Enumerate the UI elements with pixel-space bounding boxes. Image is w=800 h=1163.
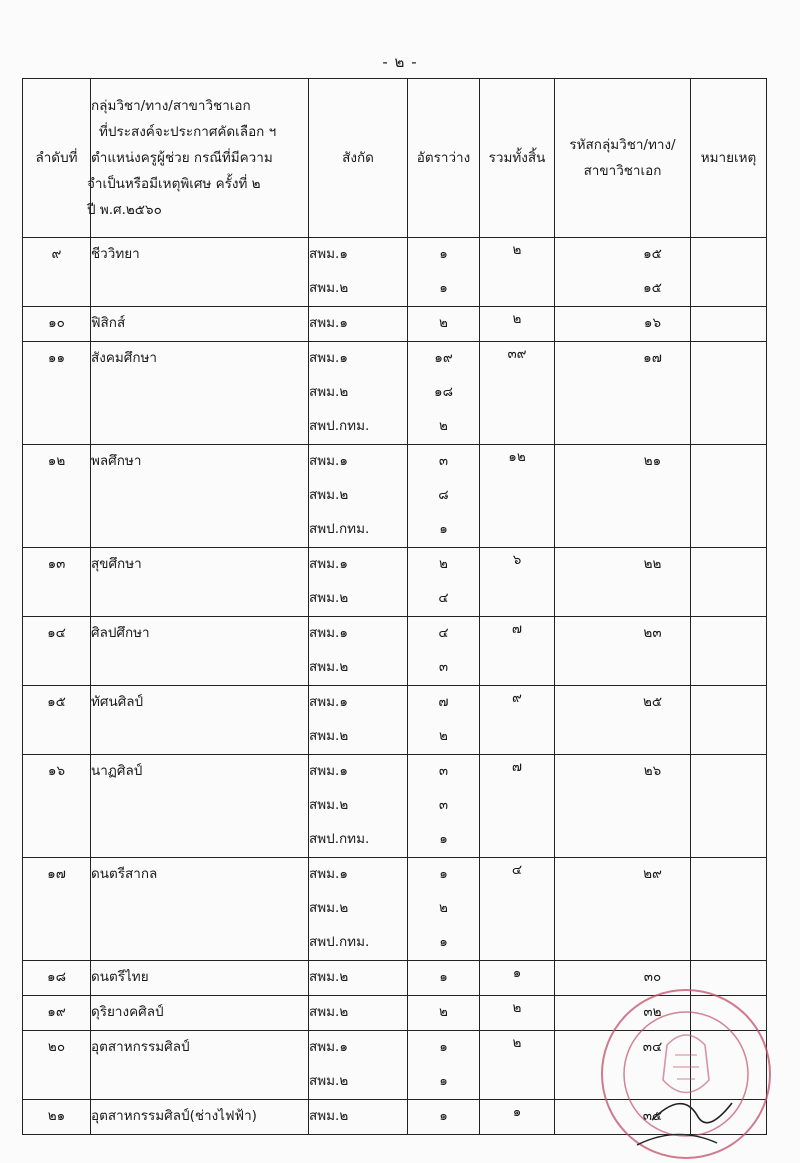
agency-name: สพม.๑ (309, 1039, 348, 1055)
agency-name: สพม.๒ (309, 1004, 349, 1020)
subject-cell (91, 755, 309, 858)
subject-code: ๓๔ (642, 1039, 663, 1055)
total-cell (480, 858, 555, 961)
subject-code: ๓๐ (643, 969, 662, 985)
subject-name: ฟิสิกส์ (91, 315, 126, 331)
vacancy-cell (408, 445, 480, 548)
vacancy-count: ๒ (439, 900, 448, 916)
vacancy-count: ๑๙ (434, 350, 453, 366)
row-number-cell (23, 548, 91, 617)
remark-cell (691, 961, 767, 996)
table-row (23, 617, 767, 686)
subject-cell (91, 1100, 309, 1135)
row-number: ๑๕ (47, 694, 66, 710)
agency-name: สพป.กทม. (309, 418, 370, 434)
vacancy-count: ๔ (438, 590, 449, 606)
subject-name: นาฏศิลป์ (91, 763, 143, 779)
agency-name: สพม.๒ (309, 590, 349, 606)
agency-cell (309, 342, 408, 445)
table-row (23, 445, 767, 548)
vacancy-cell (408, 961, 480, 996)
page-number: - ๒ - (382, 53, 418, 71)
agency-name: สพม.๒ (309, 384, 349, 400)
vacancy-cell (408, 307, 480, 342)
remark-cell (691, 307, 767, 342)
row-number: ๑๔ (47, 625, 66, 641)
vacancy-cell (408, 996, 480, 1031)
subject-code: ๒๖ (643, 763, 662, 779)
row-number: ๑๒ (47, 453, 66, 469)
subject-name: ศิลปศึกษา (91, 625, 150, 641)
total-cell (480, 445, 555, 548)
agency-name: สพม.๒ (309, 659, 349, 675)
total-count: ๙ (512, 690, 522, 706)
total-cell (480, 961, 555, 996)
vacancy-count: ๑ (439, 934, 448, 950)
vacancy-count: ๑ (439, 521, 448, 537)
row-number-cell (23, 307, 91, 342)
total-cell (480, 996, 555, 1031)
total-cell (480, 238, 555, 307)
agency-name: สพม.๑ (309, 246, 348, 262)
subject-name: อุตสาหกรรมศิลป์ (91, 1039, 190, 1055)
vacancy-cell (408, 858, 480, 961)
remark-cell (691, 238, 767, 307)
subject-cell (91, 342, 309, 445)
subject-name: ทัศนศิลป์ (91, 694, 144, 710)
table-row (23, 996, 767, 1031)
code-cell (555, 617, 691, 686)
agency-name: สพป.กทม. (309, 831, 370, 847)
row-number-cell (23, 445, 91, 548)
vacancy-cell (408, 342, 480, 445)
total-count: ๑ (512, 1104, 522, 1120)
header-subject-line: กลุ่มวิชา/ทาง/สาขาวิชาเอก (91, 98, 251, 114)
remark-cell (691, 996, 767, 1031)
agency-name: สพม.๒ (309, 969, 349, 985)
agency-name: สพม.๑ (309, 556, 348, 572)
vacancy-count: ๓ (438, 659, 449, 675)
vacancy-cell (408, 548, 480, 617)
subject-name: พลศึกษา (91, 453, 142, 469)
agency-name: สพม.๑ (309, 866, 348, 882)
header-code-line: สาขาวิชาเอก (583, 163, 662, 179)
total-count: ๒ (512, 311, 522, 327)
vacancy-cell (408, 238, 480, 307)
subject-code: ๒๙ (643, 866, 662, 882)
vacancy-table (22, 78, 767, 1135)
row-number: ๑๓ (47, 556, 66, 572)
row-number: ๙ (51, 246, 62, 262)
code-cell (555, 686, 691, 755)
vacancy-count: ๗ (438, 694, 449, 710)
subject-name: สังคมศึกษา (91, 350, 157, 366)
total-count: ๗ (511, 759, 523, 775)
total-count: ๓๙ (507, 346, 527, 362)
header-subject (87, 79, 309, 238)
vacancy-count: ๑ (439, 831, 448, 847)
header-total: รวมทั้งสิ้น (480, 79, 555, 238)
vacancy-cell (408, 1031, 480, 1100)
agency-cell (309, 686, 408, 755)
subject-name: ดนตรีสากล (91, 866, 158, 882)
row-number-cell (23, 996, 91, 1031)
vacancy-count: ๑ (439, 1039, 448, 1055)
remark-cell (691, 858, 767, 961)
total-count: ๒ (512, 1000, 522, 1016)
row-number-cell (23, 961, 91, 996)
agency-name: สพม.๑ (309, 625, 348, 641)
subject-cell (91, 686, 309, 755)
code-cell (555, 445, 691, 548)
vacancy-count: ๑ (439, 866, 448, 882)
total-cell (480, 686, 555, 755)
agency-cell (309, 445, 408, 548)
row-number: ๑๑ (47, 350, 66, 366)
row-number: ๑๐ (48, 315, 65, 331)
agency-cell (309, 307, 408, 342)
vacancy-cell (408, 617, 480, 686)
agency-name: สพป.กทม. (309, 521, 370, 537)
agency-cell (309, 548, 408, 617)
vacancy-count: ๒ (439, 728, 448, 744)
row-number: ๑๘ (47, 969, 66, 985)
code-cell (555, 307, 691, 342)
table-row (23, 755, 767, 858)
vacancy-count: ๒ (439, 1004, 448, 1020)
vacancy-count: ๑ (439, 969, 448, 985)
subject-name: อุตสาหกรรมศิลป์(ช่างไฟฟ้า) (91, 1108, 257, 1124)
table-row (23, 961, 767, 996)
remark-cell (691, 342, 767, 445)
agency-cell (309, 617, 408, 686)
row-number-cell (23, 1031, 91, 1100)
table-row (23, 1100, 767, 1135)
header-remark: หมายเหตุ (691, 79, 767, 238)
total-cell (480, 548, 555, 617)
agency-cell (309, 1100, 408, 1135)
table-row (23, 548, 767, 617)
header-vacancy: อัตราว่าง (408, 79, 480, 238)
code-cell (555, 755, 691, 858)
table-row (23, 858, 767, 961)
table-row (23, 1031, 767, 1100)
vacancy-count: ๑๘ (434, 384, 453, 400)
agency-name: สพม.๒ (309, 728, 349, 744)
vacancy-count: ๑ (439, 246, 448, 262)
vacancy-count: ๑ (439, 1108, 448, 1124)
vacancy-cell (408, 1100, 480, 1135)
header-subject-line: จำเป็นหรือมีเหตุพิเศษ ครั้งที่ ๒ (87, 176, 261, 192)
agency-name: สพม.๒ (309, 487, 349, 503)
agency-name: สพป.กทม. (309, 934, 370, 950)
subject-cell (91, 548, 309, 617)
row-number: ๒๑ (47, 1108, 66, 1124)
vacancy-count: ๓ (438, 763, 449, 779)
total-count: ๒ (512, 242, 522, 258)
agency-name: สพม.๑ (309, 763, 348, 779)
code-cell (555, 548, 691, 617)
remark-cell (691, 755, 767, 858)
code-cell (555, 996, 691, 1031)
total-count: ๔ (511, 862, 523, 878)
remark-cell (691, 617, 767, 686)
total-count: ๖ (512, 552, 522, 568)
remark-cell (691, 1100, 767, 1135)
row-number: ๑๗ (47, 866, 66, 882)
row-number: ๒๐ (47, 1039, 66, 1055)
row-number-cell (23, 686, 91, 755)
remark-cell (691, 686, 767, 755)
code-cell (555, 1031, 691, 1100)
table-body (23, 238, 767, 1135)
vacancy-cell (408, 686, 480, 755)
vacancy-count: ๒ (439, 556, 448, 572)
agency-name: สพม.๒ (309, 1108, 349, 1124)
vacancy-count: ๒ (439, 315, 448, 331)
total-cell (480, 307, 555, 342)
agency-cell (309, 755, 408, 858)
total-cell (480, 1100, 555, 1135)
total-count: ๑ (512, 965, 522, 981)
code-cell (555, 238, 691, 307)
subject-name: ดุริยางคศิลป์ (91, 1004, 164, 1020)
code-cell (555, 342, 691, 445)
vacancy-count: ๓ (438, 453, 449, 469)
total-cell (480, 617, 555, 686)
subject-cell (91, 858, 309, 961)
header-code (555, 79, 691, 238)
subject-name: ชีววิทยา (91, 246, 140, 262)
total-cell (480, 1031, 555, 1100)
vacancy-cell (408, 755, 480, 858)
subject-code: ๑๕ (643, 246, 662, 262)
header-no: ลำดับที่ (23, 79, 91, 238)
agency-name: สพม.๒ (309, 797, 349, 813)
table-row (23, 686, 767, 755)
header-row (23, 79, 767, 238)
total-cell (480, 755, 555, 858)
total-count: ๑๒ (508, 449, 526, 465)
vacancy-count: ๒ (439, 418, 448, 434)
remark-cell (691, 445, 767, 548)
vacancy-count: ๓ (438, 797, 449, 813)
subject-code: ๑๖ (643, 315, 662, 331)
subject-cell (91, 307, 309, 342)
header-subject-line: ปี พ.ศ.๒๕๖๐ (87, 202, 162, 218)
table-row (23, 307, 767, 342)
row-number-cell (23, 342, 91, 445)
agency-name: สพม.๑ (309, 453, 348, 469)
agency-name: สพม.๑ (309, 350, 348, 366)
subject-code: ๒๓ (643, 625, 662, 641)
agency-cell (309, 858, 408, 961)
code-cell (555, 961, 691, 996)
vacancy-count: ๑ (439, 1073, 448, 1089)
row-number-cell (23, 617, 91, 686)
table-row (23, 342, 767, 445)
subject-cell (91, 238, 309, 307)
code-cell (555, 858, 691, 961)
header-agency: สังกัด (309, 79, 408, 238)
header-subject-line: ตำแหน่งครูผู้ช่วย กรณีที่มีความ (91, 150, 273, 166)
agency-name: สพม.๑ (309, 694, 348, 710)
row-number: ๑๙ (47, 1004, 66, 1020)
agency-name: สพม.๒ (309, 280, 349, 296)
remark-cell (691, 1031, 767, 1100)
subject-cell (91, 961, 309, 996)
subject-cell (91, 445, 309, 548)
subject-code: ๓๒ (643, 1004, 662, 1020)
header-subject-line: ที่ประสงค์จะประกาศคัดเลือก ฯ (99, 124, 277, 140)
agency-name: สพม.๒ (309, 900, 349, 916)
vacancy-count: ๑ (439, 280, 448, 296)
total-cell (480, 342, 555, 445)
agency-cell (309, 1031, 408, 1100)
subject-code: ๑๗ (643, 350, 662, 366)
subject-cell (91, 996, 309, 1031)
total-count: ๗ (511, 621, 523, 637)
subject-code: ๑๕ (643, 280, 662, 296)
row-number-cell (23, 1100, 91, 1135)
subject-code: ๒๑ (643, 453, 662, 469)
row-number-cell (23, 858, 91, 961)
table-row (23, 238, 767, 307)
agency-cell (309, 996, 408, 1031)
subject-name: สุขศึกษา (91, 556, 142, 572)
row-number-cell (23, 755, 91, 858)
subject-code: ๒๕ (642, 694, 663, 710)
subject-name: ดนตรีไทย (91, 969, 149, 985)
code-cell (555, 1100, 691, 1135)
subject-cell (91, 617, 309, 686)
subject-code: ๓๕ (642, 1108, 663, 1124)
row-number: ๑๖ (47, 763, 66, 779)
vacancy-count: ๔ (438, 625, 449, 641)
subject-code: ๒๒ (643, 556, 662, 572)
header-code-line: รหัสกลุ่มวิชา/ทาง/ (569, 137, 676, 153)
agency-cell (309, 961, 408, 996)
agency-name: สพม.๒ (309, 1073, 349, 1089)
subject-cell (91, 1031, 309, 1100)
total-count: ๒ (512, 1035, 522, 1051)
agency-cell (309, 238, 408, 307)
row-number-cell (23, 238, 91, 307)
agency-name: สพม.๑ (309, 315, 348, 331)
remark-cell (691, 548, 767, 617)
vacancy-count: ๘ (438, 487, 449, 503)
